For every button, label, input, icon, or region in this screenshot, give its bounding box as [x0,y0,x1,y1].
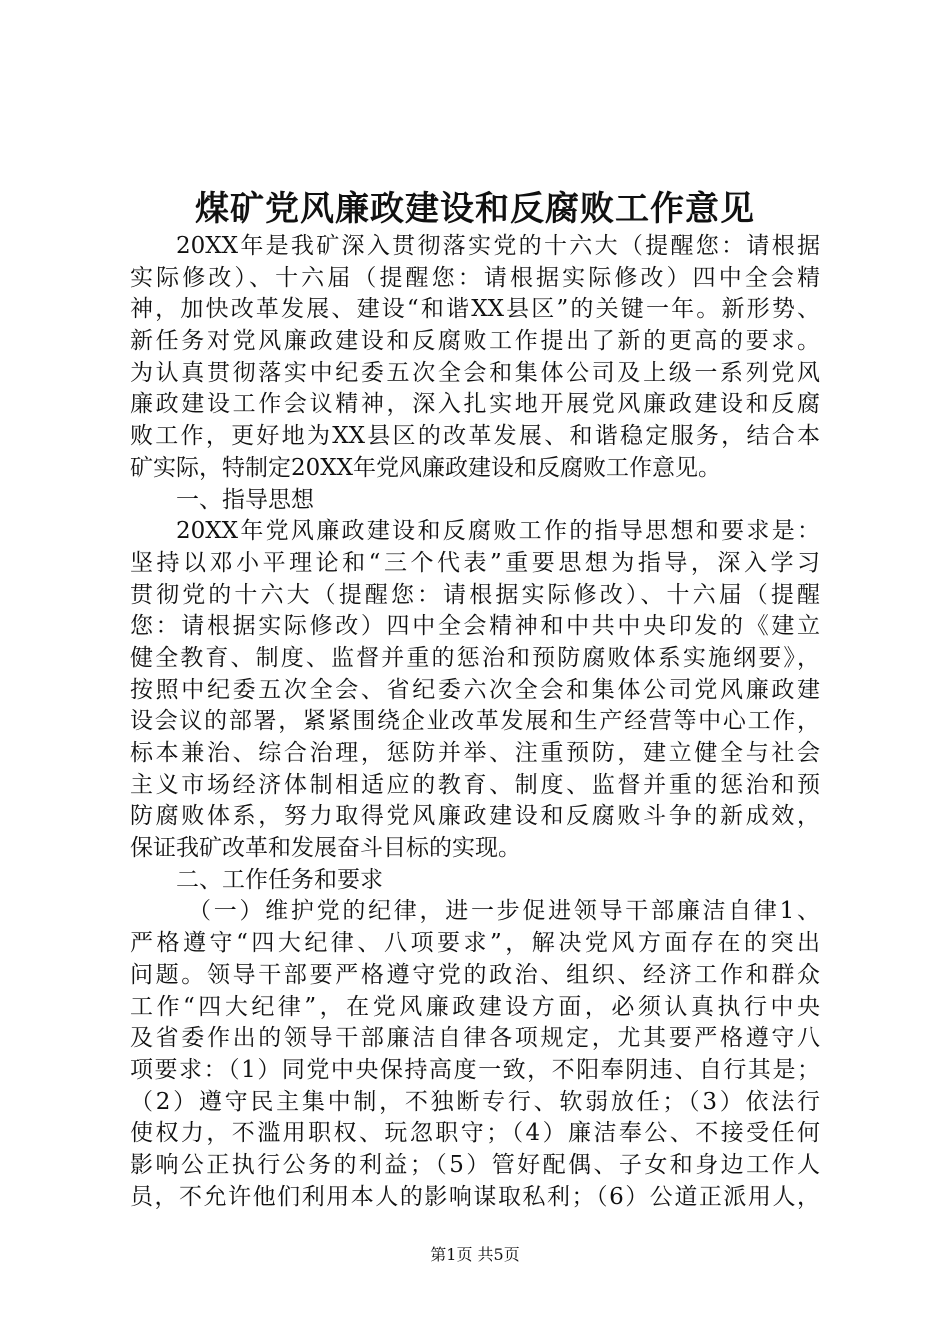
paragraph-line: 项要求：（1）同党中央保持高度一致，不阳奉阴违、自行其是； [130,1056,820,1083]
paragraph-line: （一）维护党的纪律，进一步促进领导干部廉洁自律1、 [188,898,820,925]
paragraph-line: 员，不允许他们利用本人的影响谋取私利；（6）公道正派用人， [130,1183,820,1210]
page-number-footer: 第1页 共5页 [430,1245,520,1264]
paragraph-line: 主义市场经济体制相适应的教育、制度、监督并重的惩治和预 [130,771,820,798]
paragraph-line: 设会议的部署，紧紧围绕企业改革发展和生产经营等中心工作， [130,708,820,735]
paragraph-line: 矿实际，特制定20XX年党风廉政建设和反腐败工作意见。 [130,454,722,481]
paragraph-line: 新任务对党风廉政建设和反腐败工作提出了新的更高的要求。 [130,328,820,355]
paragraph-line: 坚持以邓小平理论和“三个代表”重要思想为指导，深入学习 [130,549,820,576]
paragraph-line: 影响公正执行公务的利益；（5）管好配偶、子女和身边工作人 [130,1151,820,1178]
paragraph-line: 健全教育、制度、监督并重的惩治和预防腐败体系实施纲要》， [130,644,820,671]
paragraph-line: 严格遵守“四大纪律、八项要求”，解决党风方面存在的突出 [130,930,820,957]
paragraph-line: 为认真贯彻落实中纪委五次全会和集体公司及上级一系列党风 [130,359,820,386]
paragraph-line: 标本兼治、综合治理，惩防并举、注重预防，建立健全与社会 [130,740,820,766]
paragraph-line: 使权力，不滥用职权、玩忽职守；（4）廉洁奉公、不接受任何 [130,1120,820,1147]
paragraph-line: 及省委作出的领导干部廉洁自律各项规定，尤其要严格遵守八 [130,1025,820,1052]
paragraph-line: 神，加快改革发展、建设“和谐XX县区”的关键一年。新形势、 [130,296,820,323]
paragraph-line: 实际修改）、十六届（提醒您：请根据实际修改）四中全会精 [130,264,820,291]
document-body [130,231,820,1213]
paragraph-line: 按照中纪委五次全会、省纪委六次全会和集体公司党风廉政建 [130,676,820,703]
paragraph-line: 败工作，更好地为XX县区的改革发展、和谐稳定服务，结合本 [130,423,820,450]
document-title: 煤矿党风廉政建设和反腐败工作意见 [195,189,755,229]
section-heading: 二、工作任务和要求 [176,866,383,893]
paragraph-line: 您：请根据实际修改）四中全会精神和中共中央印发的《建立 [130,613,820,640]
section-heading: 一、指导思想 [176,486,314,513]
paragraph-line: 20XX年是我矿深入贯彻落实党的十六大（提醒您：请根据 [176,233,820,259]
paragraph-line: 廉政建设工作会议精神，深入扎实地开展党风廉政建设和反腐 [130,391,820,418]
paragraph-line: 保证我矿改革和发展奋斗目标的实现。 [130,835,521,862]
paragraph-line: （2）遵守民主集中制，不独断专行、软弱放任；（3）依法行 [130,1088,820,1115]
paragraph-line: 防腐败体系，努力取得党风廉政建设和反腐败斗争的新成效， [130,803,820,830]
paragraph-line: 工作“四大纪律”，在党风廉政建设方面，必须认真执行中央 [130,993,820,1020]
paragraph-line: 贯彻党的十六大（提醒您：请根据实际修改）、十六届（提醒 [130,581,820,608]
paragraph-line: 问题。领导干部要严格遵守党的政治、组织、经济工作和群众 [130,961,820,988]
paragraph-line: 20XX年党风廉政建设和反腐败工作的指导思想和要求是： [176,518,820,545]
